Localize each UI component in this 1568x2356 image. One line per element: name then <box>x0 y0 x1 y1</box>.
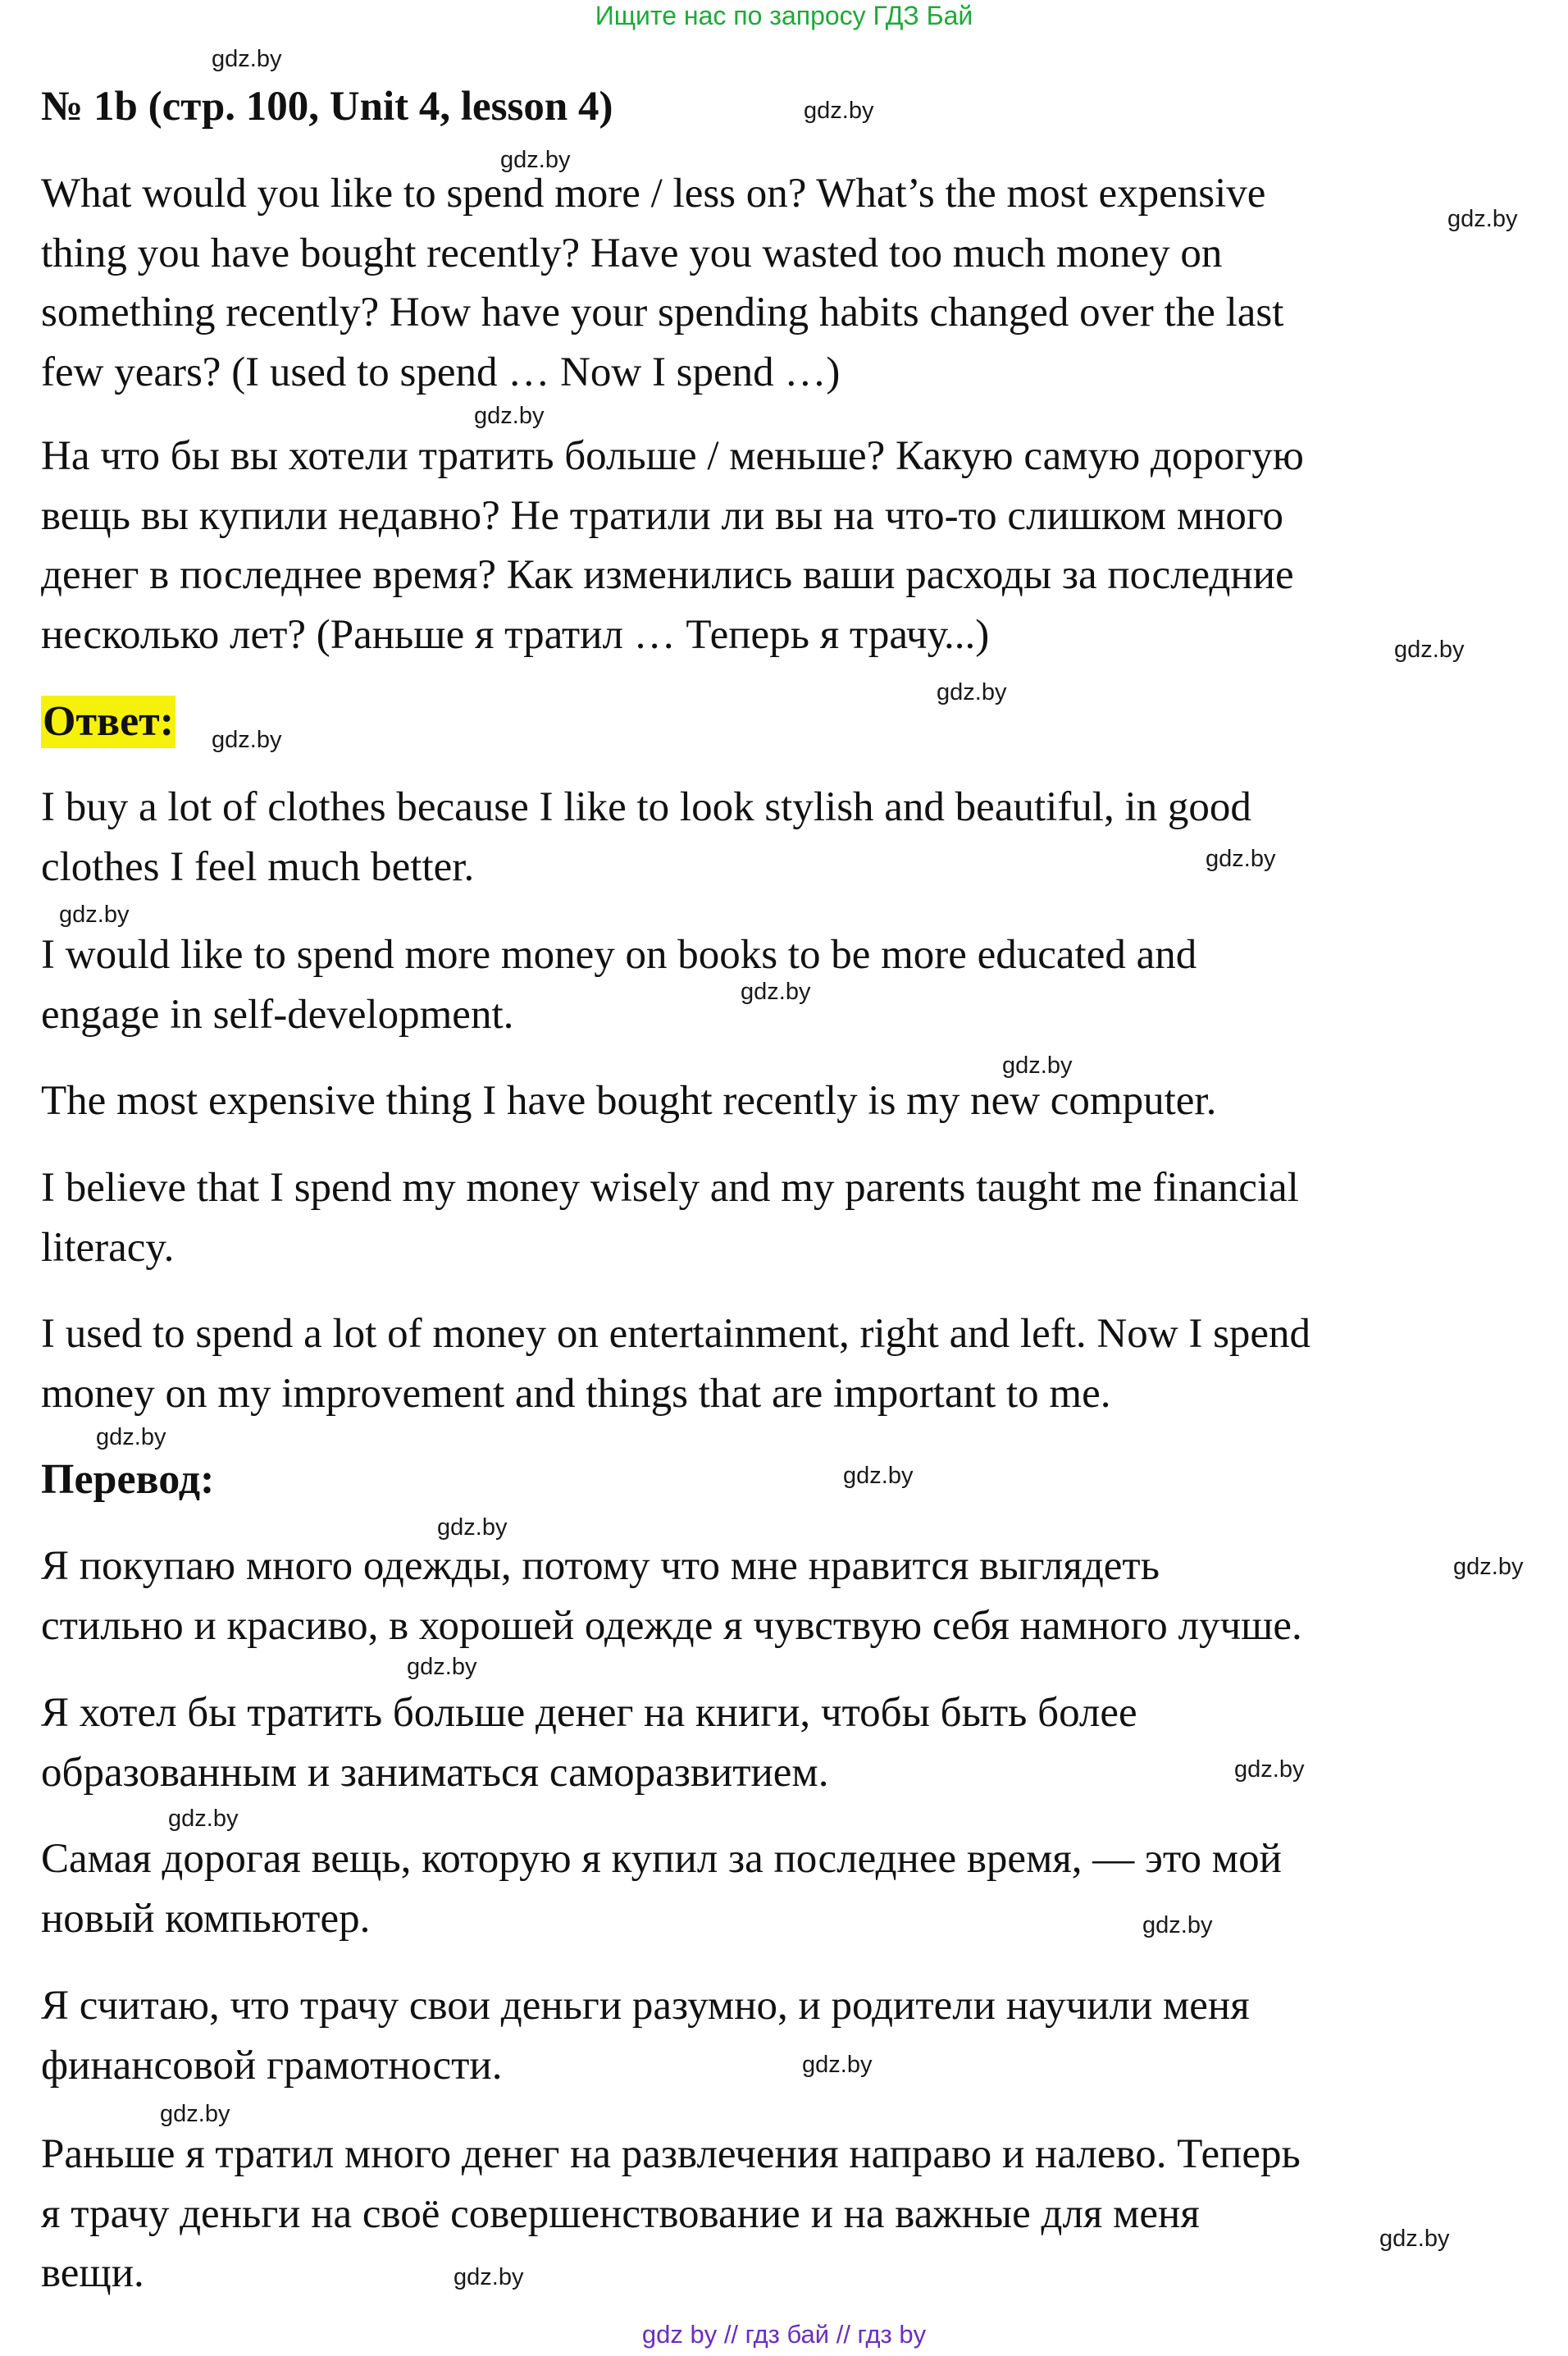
exercise-heading: № 1b (стр. 100, Unit 4, lesson 4) <box>41 84 613 130</box>
watermark: gdz.by <box>1002 1052 1073 1079</box>
translation-paragraph: Самая дорогая вещь, которую я купил за последнее время, — это мой новый компьютер. <box>41 1836 1282 1942</box>
translation-paragraph: Раньше я тратил много денег на развлечения направо и налево. Теперь я трачу деньги на своё совершенствование и на важные для меня вещи. <box>41 2131 1301 2296</box>
watermark: gdz.by <box>1142 1912 1213 1938</box>
answer-label: Ответ: <box>41 696 175 748</box>
watermark: gdz.by <box>454 2264 524 2290</box>
watermark: gdz.by <box>843 1463 914 1489</box>
watermark: gdz.by <box>407 1654 477 1680</box>
task-text-ru: На что бы вы хотели тратить больше / меньше? Какую самую дорогую вещь вы купили недавно? Не тратили ли вы на что-то слишком много денег в последнее время? Как изменились ваши расходы за последние несколько лет? (Раньше я тратил … Теперь я трачу...) <box>41 433 1304 658</box>
watermark: gdz.by <box>804 98 874 124</box>
watermark: gdz.by <box>474 403 545 429</box>
watermark: gdz.by <box>212 46 282 72</box>
watermark: gdz.by <box>500 147 571 173</box>
watermark: gdz.by <box>937 679 1007 705</box>
watermark: gdz.by <box>1394 637 1465 663</box>
watermark: gdz.by <box>741 979 811 1005</box>
watermark: gdz.by <box>802 2052 873 2078</box>
watermark: gdz.by <box>1453 1554 1524 1580</box>
bottom-banner[interactable]: gdz by // гдз бай // гдз by <box>641 2320 927 2349</box>
watermark: gdz.by <box>59 902 130 928</box>
watermark: gdz.by <box>212 727 282 753</box>
watermark: gdz.by <box>1206 846 1276 872</box>
translation-label: Перевод: <box>41 1456 215 1503</box>
watermark: gdz.by <box>437 1514 508 1541</box>
watermark: gdz.by <box>168 1806 239 1832</box>
watermark: gdz.by <box>1234 1756 1305 1783</box>
watermark: gdz.by <box>1447 206 1518 232</box>
answer-paragraph: I used to spend a lot of money on entertainment, right and left. Now I spend money on my improvement and things that are important to me. <box>41 1311 1311 1417</box>
watermark: gdz.by <box>96 1424 166 1450</box>
translation-paragraph: Я хотел бы тратить больше денег на книги, чтобы быть более образованным и заниматься саморазвитием. <box>41 1690 1137 1796</box>
answer-paragraph: The most expensive thing I have bought recently is my new computer. <box>41 1078 1217 1124</box>
answer-paragraph: I would like to spend more money on books to be more educated and engage in self-development. <box>41 932 1197 1038</box>
task-text-en: What would you like to spend more / less on? What’s the most expensive thing you have bought recently? Have you wasted too much money on something recently? How have your spending habits changed over the last few years? (I used to spend … Now I spend …) <box>41 171 1284 395</box>
translation-paragraph: Я покупаю много одежды, потому что мне нравится выглядеть стильно и красиво, в хорошей одежде я чувствую себя намного лучше. <box>41 1543 1302 1649</box>
watermark: gdz.by <box>160 2101 230 2127</box>
top-banner[interactable]: Ищите нас по запросу ГДЗ Бай <box>595 1 973 30</box>
answer-paragraph: I believe that I spend my money wisely and my parents taught me financial literacy. <box>41 1165 1299 1271</box>
translation-paragraph: Я считаю, что трачу свои деньги разумно, и родители научили меня финансовой грамотности. <box>41 1983 1250 2089</box>
watermark: gdz.by <box>1379 2226 1450 2252</box>
answer-paragraph: I buy a lot of clothes because I like to look stylish and beautiful, in good clothes I feel much better. <box>41 784 1251 890</box>
